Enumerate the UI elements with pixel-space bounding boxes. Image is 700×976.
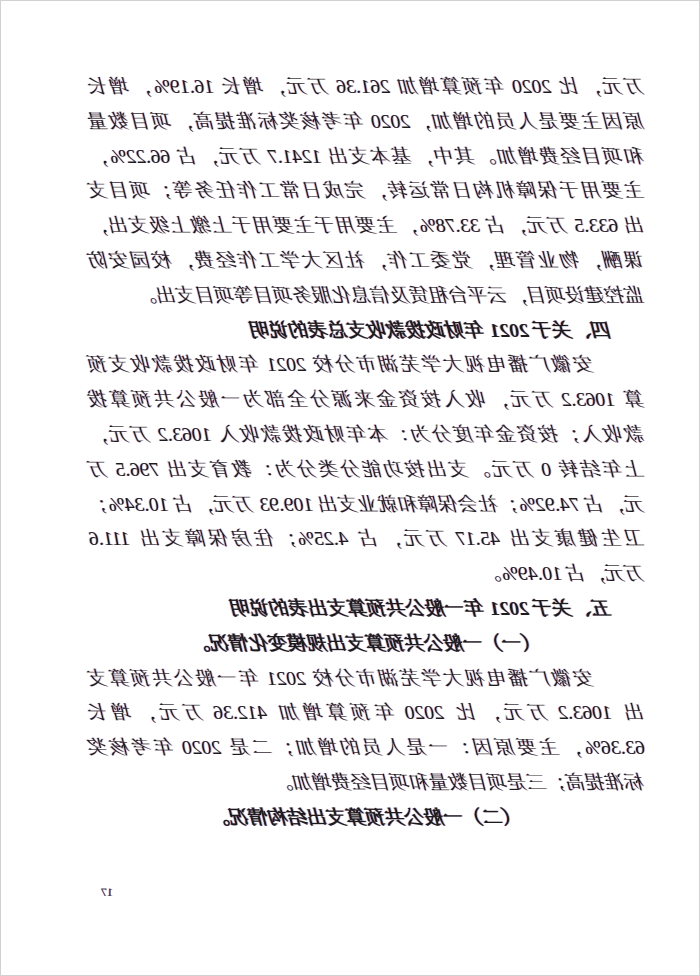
para-expenditure-continuation-line: 原因主要是人员的增加，2020 年考核奖标准提高，项目数量 — [89, 111, 645, 133]
para-budget-change-line: 出 1063.2 万元，比 2020 年预算增加 412.36 万元，增长 — [89, 703, 645, 725]
para-fiscal-allocation-line: 算 1063.2 万元，收入按资金来源分全部为一般公共预算拨 — [89, 390, 645, 412]
para-fiscal-allocation-line: 上年结转 0 万元。支出按功能分类分为：教育支出 796.5 万 — [89, 459, 645, 481]
para-expenditure-continuation-line: 和项目经费增加。其中，基本支出 1241.7 万元，占 66.22%， — [89, 146, 645, 168]
para-fiscal-allocation-line: 万元，占 10.49%。 — [482, 564, 645, 586]
document-body — [89, 71, 645, 837]
para-budget-change-line: 标准提高；三是项目数量和项目经费增加。 — [274, 772, 645, 794]
para-fiscal-allocation-line: 卫生健康支出 45.17 万元，占 4.25%；住房保障支出 111.6 — [89, 529, 645, 551]
para-fiscal-allocation-line: 款收入；按资金年度分为：本年财政拨款收入 1063.2 万元， — [89, 424, 645, 446]
heading-section-5-line: 五、关于 2021 年一般公共预算支出表的说明 — [231, 598, 612, 620]
para-expenditure-continuation-line: 课酬，物业管理，党委工作，社区大学工作经费，校园安防 — [89, 250, 645, 272]
heading-section-4-line: 四、关于 2021 年财政拨款收支总表的说明 — [251, 320, 612, 342]
para-budget-change-line: 安徽广播电视大学芜湖市分校 2021 年一般公共预算支 — [89, 668, 595, 690]
para-fiscal-allocation-line: 安徽广播电视大学芜湖市分校 2021 年财政拨款收支预 — [89, 355, 595, 377]
para-expenditure-continuation-line: 主要用于保障机构日常运转，完成日常工作任务等；项目支 — [89, 181, 645, 203]
para-expenditure-continuation-line: 监控建设项目，云平台租赁及信息化服务项目等项目支出。 — [137, 285, 645, 307]
para-budget-change-line: 63.36%，主要原因：一是人员的增加；二是 2020 年考核奖 — [89, 738, 645, 760]
subheading-5-2-line: （二）一般公共预算支出结构情况。 — [211, 807, 524, 829]
page-number: 17 — [101, 885, 113, 899]
mirrored-content — [1, 1, 699, 975]
para-expenditure-continuation-line: 万元，比 2020 年预算增加 261.36 万元，增长 16.19%，增长 — [89, 77, 645, 98]
subheading-5-1-line: （一）一般公共预算支出规模变化情况。 — [191, 633, 543, 655]
para-expenditure-continuation-line: 出 633.5 万元，占 33.78%，主要用于主要用于上缴上级支出， — [89, 216, 645, 238]
para-fiscal-allocation-line: 元，占 74.92%；社会保障和就业支出 109.93 万元，占 10.34%； — [89, 494, 645, 516]
